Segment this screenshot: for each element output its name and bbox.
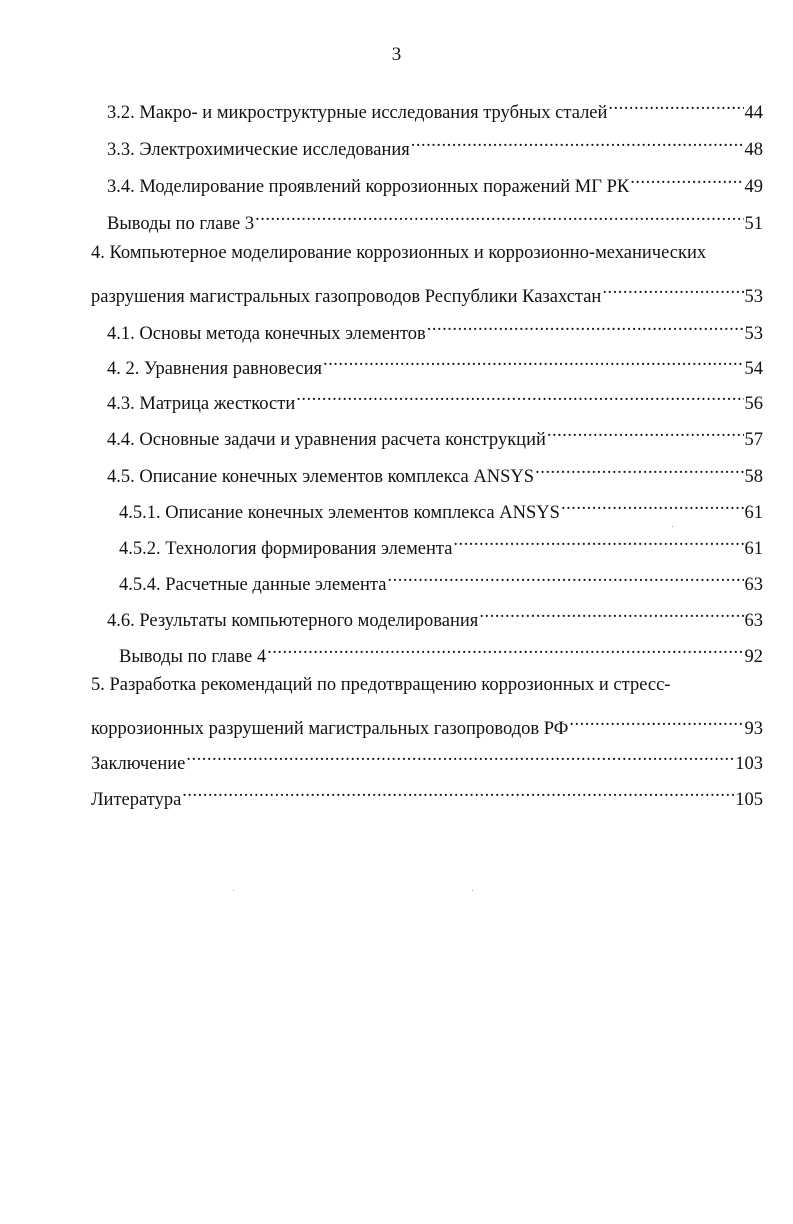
toc-entry-4-6[interactable] — [107, 600, 763, 631]
toc-entry-4-5-2[interactable] — [119, 528, 763, 559]
toc-entry-4-5[interactable] — [107, 456, 763, 487]
toc-entry-4-1[interactable] — [107, 313, 763, 344]
toc-entry-title: Литература — [91, 787, 181, 813]
toc-entry-title: 4.5.1. Описание конечных элементов комплекса ANSYS — [119, 500, 560, 526]
toc-entry-title: 4.3. Матрица жесткости — [107, 391, 295, 417]
toc-entry-title: коррозионных разрушений магистральных газопроводов РФ — [91, 716, 568, 742]
dot-leader — [569, 708, 743, 734]
toc-entry-page: 92 — [744, 647, 763, 667]
toc-entry-literature[interactable] — [91, 779, 763, 810]
toc-entry-3-4[interactable] — [107, 166, 763, 197]
toc-entry-title: 3.2. Макро- и микроструктурные исследования трубных сталей — [107, 100, 607, 126]
toc-entry-page: 53 — [744, 324, 763, 344]
dot-leader — [479, 600, 743, 626]
dot-leader — [296, 383, 743, 409]
toc-entry-page: 53 — [744, 287, 763, 307]
toc-entry-title: Выводы по главе 4 — [119, 644, 266, 670]
toc-entry-title: 3.4. Моделирование проявлений коррозионных поражений МГ РК — [107, 174, 629, 200]
dot-leader — [323, 348, 744, 374]
toc-entry-page: 56 — [744, 394, 763, 414]
toc-entry-conclusions-3[interactable] — [107, 203, 763, 234]
scan-speck — [472, 890, 473, 891]
toc-entry-page: 103 — [735, 754, 763, 774]
toc-entry-page: 61 — [744, 539, 763, 559]
toc-entry-title: Выводы по главе 3 — [107, 211, 254, 237]
dot-leader — [602, 276, 743, 302]
toc-entry-title: 4.5. Описание конечных элементов комплекса ANSYS — [107, 464, 534, 490]
toc-entry-conclusion[interactable] — [91, 743, 763, 774]
toc-entry-title: 4.1. Основы метода конечных элементов — [107, 321, 426, 347]
toc-entry-3-2[interactable] — [107, 92, 763, 123]
toc-entry-page: 58 — [744, 467, 763, 487]
toc-entry-page: 105 — [735, 790, 763, 810]
dot-leader — [267, 636, 743, 662]
dot-leader — [453, 528, 743, 554]
toc-entry-title: 4. 2. Уравнения равновесия — [107, 356, 322, 382]
toc-entry-page: 93 — [744, 719, 763, 739]
toc-entry-title: 3.3. Электрохимические исследования — [107, 137, 410, 163]
toc-entry-5-line1[interactable]: 5. Разработка рекомендаций по предотвращению коррозионных и стресс- — [91, 675, 671, 695]
toc-entry-3-3[interactable] — [107, 129, 763, 160]
dot-leader — [427, 313, 744, 339]
toc-entry-page: 57 — [744, 430, 763, 450]
toc-entry-page: 49 — [744, 177, 763, 197]
dot-leader — [186, 743, 734, 769]
toc-entry-title: 4.6. Результаты компьютерного моделирования — [107, 608, 478, 634]
toc-entry-4-4[interactable] — [107, 419, 763, 450]
dot-leader — [561, 492, 744, 518]
dot-leader — [411, 129, 744, 155]
toc-entry-4[interactable] — [91, 276, 763, 307]
page-number: 3 — [391, 44, 402, 65]
toc-entry-title: Заключение — [91, 751, 185, 777]
toc-entry-page: 51 — [744, 214, 763, 234]
dot-leader — [387, 564, 743, 590]
toc-entry-title: 4.5.2. Технология формирования элемента — [119, 536, 452, 562]
toc-entry-conclusions-4[interactable] — [119, 636, 763, 667]
dot-leader — [535, 456, 743, 482]
toc-entry-4-line1[interactable]: 4. Компьютерное моделирование коррозионных и коррозионно-механических — [91, 243, 707, 263]
toc-entry-page: 61 — [744, 503, 763, 523]
toc-entry-4-5-4[interactable] — [119, 564, 763, 595]
scan-speck — [672, 526, 673, 527]
dot-leader — [255, 203, 743, 229]
dot-leader — [182, 779, 734, 805]
dot-leader — [547, 419, 744, 445]
toc-entry-4-3[interactable] — [107, 383, 763, 414]
toc-entry-5[interactable] — [91, 708, 763, 739]
dot-leader — [608, 92, 743, 118]
toc-entry-title: 4.4. Основные задачи и уравнения расчета конструкций — [107, 427, 546, 453]
dot-leader — [630, 166, 743, 192]
toc-entry-title: разрушения магистральных газопроводов Республики Казахстан — [91, 284, 601, 310]
toc-entry-page: 48 — [744, 140, 763, 160]
scan-speck — [233, 890, 234, 891]
toc-entry-4-2[interactable] — [107, 348, 763, 379]
toc-entry-page: 54 — [744, 359, 763, 379]
toc-entry-page: 63 — [744, 575, 763, 595]
toc-entry-4-5-1[interactable] — [119, 492, 763, 523]
toc-entry-page: 44 — [744, 103, 763, 123]
toc-entry-page: 63 — [744, 611, 763, 631]
toc-entry-title: 4.5.4. Расчетные данные элемента — [119, 572, 386, 598]
